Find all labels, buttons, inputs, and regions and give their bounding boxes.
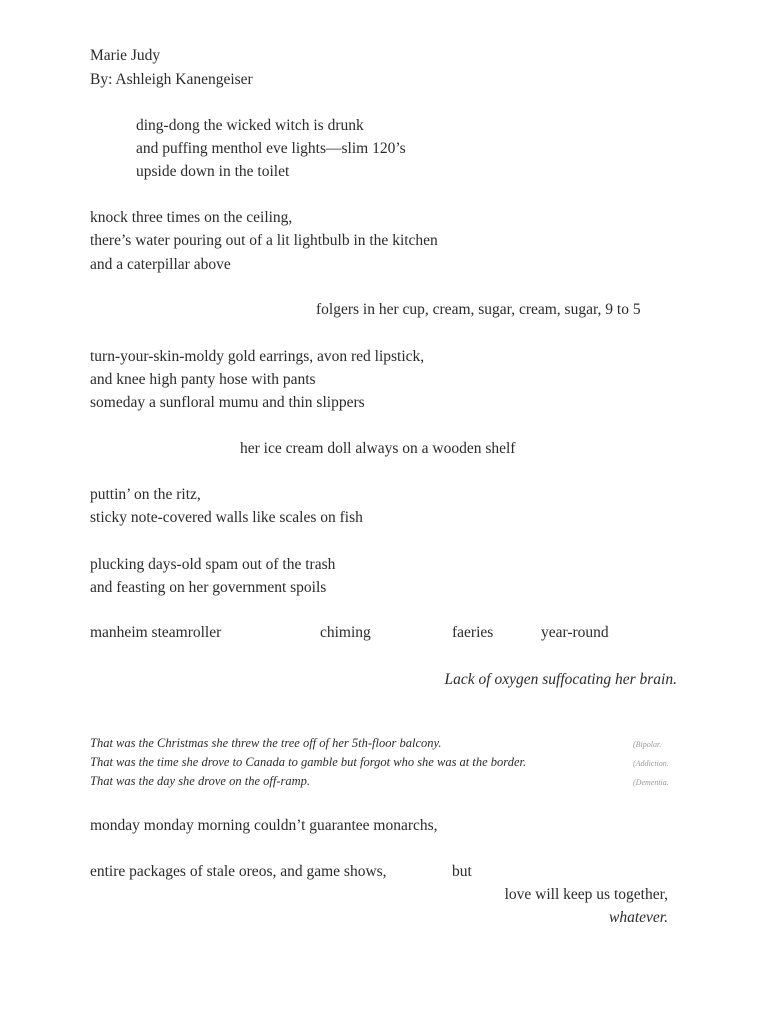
stanza-line: someday a sunfloral mumu and thin slippers xyxy=(90,394,365,411)
author-byline: By: Ashleigh Kanengeiser xyxy=(90,71,253,88)
doll-line: her ice cream doll always on a wooden shelf xyxy=(240,440,516,457)
memory-line: That was the Christmas she threw the tree off of her 5th-floor balcony. xyxy=(90,736,442,750)
but-word: but xyxy=(452,863,472,880)
whatever-word: whatever. xyxy=(609,909,668,926)
stanza-line: plucking days-old spam out of the trash xyxy=(90,556,336,573)
stanza-line: and feasting on her government spoils xyxy=(90,579,327,596)
oreos-line: entire packages of stale oreos, and game shows, xyxy=(90,863,387,880)
monday-line: monday monday morning couldn’t guarantee monarchs, xyxy=(90,817,438,834)
love-line: love will keep us together, xyxy=(504,886,668,903)
scattered-word: chiming xyxy=(320,624,371,641)
memory-note: (Bipolar. xyxy=(633,740,662,749)
stanza-line: sticky note-covered walls like scales on fish xyxy=(90,509,363,526)
scattered-word: faeries xyxy=(452,624,494,641)
scattered-word: year-round xyxy=(541,624,609,641)
stanza-line: ding-dong the wicked witch is drunk xyxy=(136,117,364,134)
oxygen-line: Lack of oxygen suffocating her brain. xyxy=(444,671,677,688)
memory-line: That was the day she drove on the off-ramp. xyxy=(90,774,311,788)
scattered-word: manheim steamroller xyxy=(90,624,222,641)
memory-note: (Dementia. xyxy=(633,778,669,787)
poem-title: Marie Judy xyxy=(90,47,161,64)
stanza-line: and a caterpillar above xyxy=(90,256,231,273)
stanza-line: and puffing menthol eve lights—slim 120’s xyxy=(136,140,406,157)
memory-note: (Addiction. xyxy=(633,759,669,768)
stanza-line: turn-your-skin-moldy gold earrings, avon red lipstick, xyxy=(90,348,425,365)
folgers-line: folgers in her cup, cream, sugar, cream, sugar, 9 to 5 xyxy=(316,301,641,318)
stanza-line: knock three times on the ceiling, xyxy=(90,209,293,226)
stanza-line: and knee high panty hose with pants xyxy=(90,371,316,388)
stanza-line: there’s water pouring out of a lit lightbulb in the kitchen xyxy=(90,232,438,249)
stanza-line: puttin’ on the ritz, xyxy=(90,486,201,503)
stanza-line: upside down in the toilet xyxy=(136,163,290,180)
memory-line: That was the time she drove to Canada to gamble but forgot who she was at the border. xyxy=(90,755,527,769)
